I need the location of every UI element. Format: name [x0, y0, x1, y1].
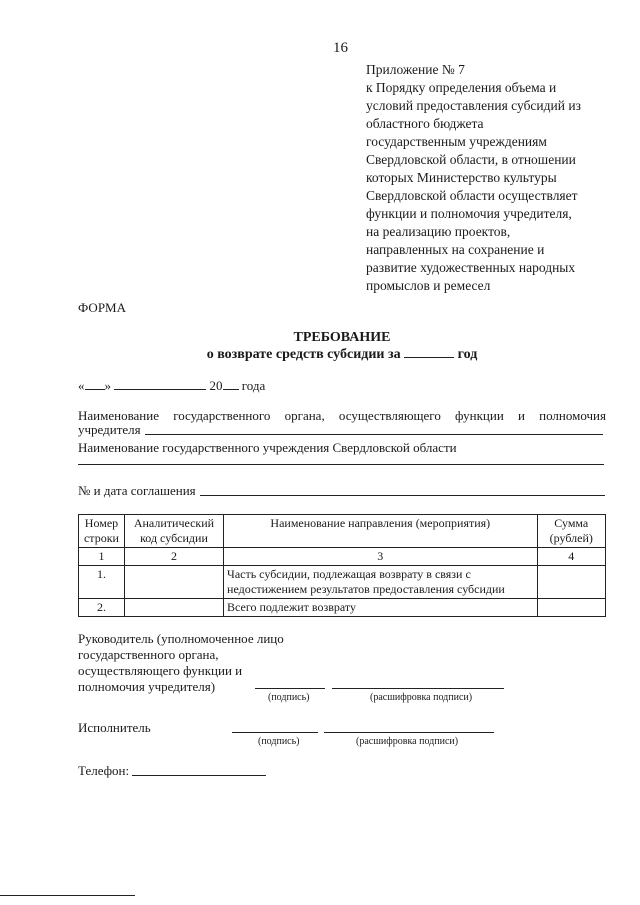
return-table — [78, 514, 606, 617]
subtitle-prefix: о возврате средств субсидии за — [206, 347, 401, 362]
executor-label: Исполнитель — [78, 720, 151, 735]
agreement-label: № и дата соглашения — [78, 483, 196, 498]
period-blank[interactable] — [404, 345, 454, 358]
row-number-cell: 1. — [79, 566, 125, 599]
appendix-line: к Порядку определения объема и — [366, 80, 557, 95]
close-quote: » — [104, 378, 111, 393]
appendix-line: которых Министерство культуры — [366, 170, 557, 185]
index-cell: 3 — [224, 548, 538, 566]
head-label-line: полномочия учредителя) — [78, 679, 216, 694]
appendix-line: Свердловской области, в отношении — [366, 152, 576, 167]
sum-cell[interactable] — [537, 599, 605, 617]
header-cell: Сумма (рублей) — [537, 515, 605, 548]
name-cell: Часть субсидии, подлежащая возврату в связи с недостижением результатов предоставления субсидии — [224, 566, 538, 599]
head-signature-caption: (подпись) — [268, 692, 310, 703]
year-blank[interactable] — [223, 377, 239, 390]
day-blank[interactable] — [85, 377, 105, 390]
open-quote: « — [78, 378, 85, 393]
gov-body-field[interactable] — [145, 434, 603, 435]
row-number-cell: 2. — [79, 599, 125, 617]
name-cell: Всего подлежит возврату — [224, 599, 538, 617]
table-row — [79, 566, 606, 599]
executor-decode-caption: (расшифровка подписи) — [356, 736, 459, 747]
header-cell: Аналитический код субсидии — [124, 515, 223, 548]
code-cell[interactable] — [124, 566, 223, 599]
year-prefix: 20 — [209, 378, 223, 393]
year-suffix: года — [241, 378, 266, 393]
sum-cell[interactable] — [537, 566, 605, 599]
index-cell: 1 — [79, 548, 125, 566]
month-blank[interactable] — [114, 377, 206, 390]
document-title: ТРЕБОВАНИЕ — [293, 330, 391, 345]
head-block — [78, 631, 308, 695]
appendix-line: государственным учреждениям — [366, 134, 547, 149]
appendix-line: функции и полномочия учредителя, — [366, 206, 572, 221]
header-cell: Номер строки — [79, 515, 125, 548]
institution-label: Наименование государственного учреждения Свердловской области — [78, 440, 457, 455]
agreement-field[interactable] — [200, 495, 605, 496]
subtitle-suffix: год — [457, 347, 478, 362]
phone-label: Телефон: — [78, 763, 130, 778]
head-label-line: Руководитель (уполномоченное лицо — [78, 631, 284, 646]
head-decode-field[interactable] — [332, 688, 504, 689]
appendix-line: условий предоставления субсидий из — [366, 98, 581, 113]
table-index-row — [79, 548, 606, 566]
date-line — [78, 377, 265, 394]
appendix-block — [366, 61, 628, 295]
table-header-row — [79, 515, 606, 548]
head-signature-field[interactable] — [255, 688, 325, 689]
footnote-divider — [0, 895, 135, 896]
head-label-line: осуществляющего функции и — [78, 663, 243, 678]
executor-signature-field[interactable] — [232, 732, 318, 733]
institution-field[interactable] — [78, 464, 604, 465]
gov-body-label: Наименование государственного органа, осуществляющего функции и полномочия — [78, 408, 606, 423]
code-cell[interactable] — [124, 599, 223, 617]
executor-signature-caption: (подпись) — [258, 736, 300, 747]
index-cell: 2 — [124, 548, 223, 566]
appendix-line: областного бюджета — [366, 116, 484, 131]
appendix-line: направленных на сохранение и — [366, 242, 545, 257]
executor-decode-field[interactable] — [324, 732, 494, 733]
phone-field[interactable] — [132, 775, 266, 776]
header-cell: Наименование направления (мероприятия) — [224, 515, 538, 548]
gov-body-label-2: учредителя — [78, 422, 141, 437]
table-row — [79, 599, 606, 617]
page-number: 16 — [333, 40, 348, 56]
appendix-line: Свердловской области осуществляет — [366, 188, 578, 203]
appendix-line: Приложение № 7 — [366, 62, 465, 77]
appendix-line: развитие художественных народных — [366, 260, 576, 275]
form-label: ФОРМА — [78, 300, 126, 315]
index-cell: 4 — [537, 548, 605, 566]
document-subtitle — [0, 345, 640, 363]
head-label-line: государственного органа, — [78, 647, 219, 662]
head-decode-caption: (расшифровка подписи) — [370, 692, 473, 703]
appendix-line: на реализацию проектов, — [366, 224, 511, 239]
appendix-line: промыслов и ремесел — [366, 278, 491, 293]
